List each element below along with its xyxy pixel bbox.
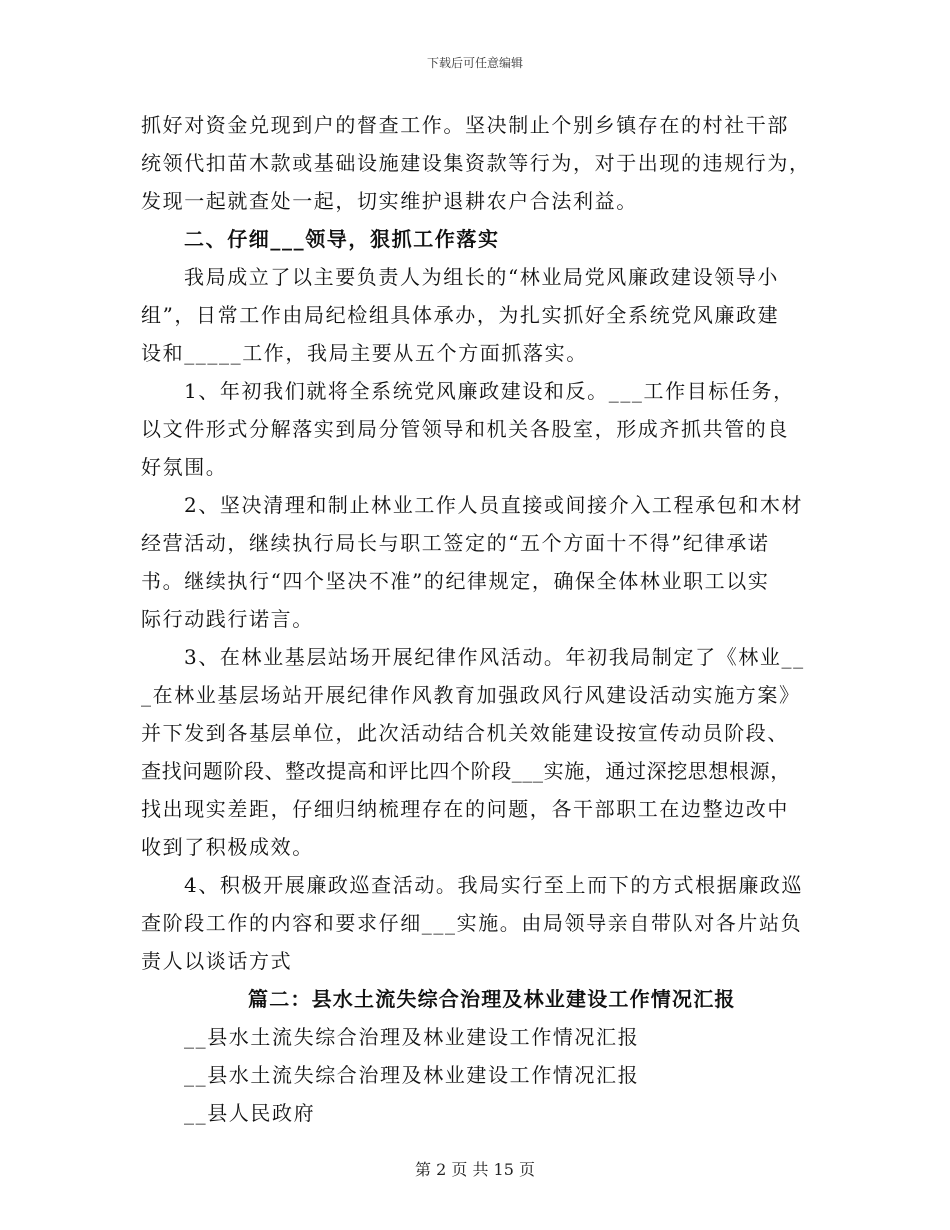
paragraph-line: 2、坚决清理和制止林业工作人员直接或间接介入工程承包和木材 <box>184 493 804 517</box>
paragraph-line: 查找问题阶段、整改提高和评比四个阶段___实施，通过深挖思想根源， <box>141 759 791 783</box>
paragraph-line: 抓好对资金兑现到户的督查工作。坚决制止个别乡镇存在的村社干部 <box>141 113 789 137</box>
paragraph-line: 好氛围。 <box>141 455 228 479</box>
page-footer: 第 2 页 共 15 页 <box>415 1160 535 1179</box>
document-body <box>141 106 821 1132</box>
paragraph-line: 3、在林业基层站场开展纪律作风活动。年初我局制定了《林业__ <box>184 645 805 669</box>
paragraph-line: 以文件形式分解落实到局分管领导和机关各股室，形成齐抓共管的良 <box>141 417 789 441</box>
paragraph-line: 收到了积极成效。 <box>141 835 314 859</box>
paragraph-line: 书。继续执行“四个坚决不准”的纪律规定，确保全体林业职工以实 <box>141 569 770 593</box>
paragraph-line: 经营活动，继续执行局长与职工签定的“五个方面十不得”纪律承诺 <box>141 531 770 555</box>
paragraph-line: 际行动践行诺言。 <box>141 607 314 631</box>
paragraph-line: 我局成立了以主要负责人为组长的“林业局党风廉政建设领导小 <box>184 265 780 289</box>
paragraph-line: 责人以谈话方式 <box>141 949 293 973</box>
paragraph-line: 4、积极开展廉政巡查活动。我局实行至上而下的方式根据廉政巡 <box>184 873 804 897</box>
paragraph-line: 统领代扣苗木款或基础设施建设集资款等行为，对于出现的违规行为， <box>141 151 811 175</box>
chapter-title: 篇二：县水土流失综合治理及林业建设工作情况汇报 <box>248 987 736 1011</box>
paragraph-line: _在林业基层场站开展纪律作风教育加强政风行风建设活动实施方案》 <box>141 683 801 707</box>
section-heading: 二、仔细___领导，狠抓工作落实 <box>184 227 500 251</box>
paragraph-line: 并下发到各基层单位，此次活动结合机关效能建设按宣传动员阶段、 <box>141 721 789 745</box>
paragraph-line: __县人民政府 <box>184 1101 316 1125</box>
paragraph-line: 1、年初我们就将全系统党风廉政建设和反。___工作目标任务， <box>184 379 795 403</box>
page-header: 下载后可任意编辑 <box>426 56 523 70</box>
paragraph-line: __县水土流失综合治理及林业建设工作情况汇报 <box>184 1025 640 1049</box>
paragraph-line: 发现一起就查处一起，切实维护退耕农户合法利益。 <box>141 189 638 213</box>
paragraph-line: 查阶段工作的内容和要求仔细___实施。由局领导亲自带队对各片站负 <box>141 911 803 935</box>
paragraph-line: 找出现实差距，仔细归纳梳理存在的问题，各干部职工在边整边改中 <box>141 797 789 821</box>
paragraph-line: 设和_____工作，我局主要从五个方面抓落实。 <box>141 341 588 365</box>
paragraph-line: __县水土流失综合治理及林业建设工作情况汇报 <box>184 1063 640 1087</box>
paragraph-line: 组”，日常工作由局纪检组具体承办，为扎实抓好全系统党风廉政建 <box>141 303 780 327</box>
